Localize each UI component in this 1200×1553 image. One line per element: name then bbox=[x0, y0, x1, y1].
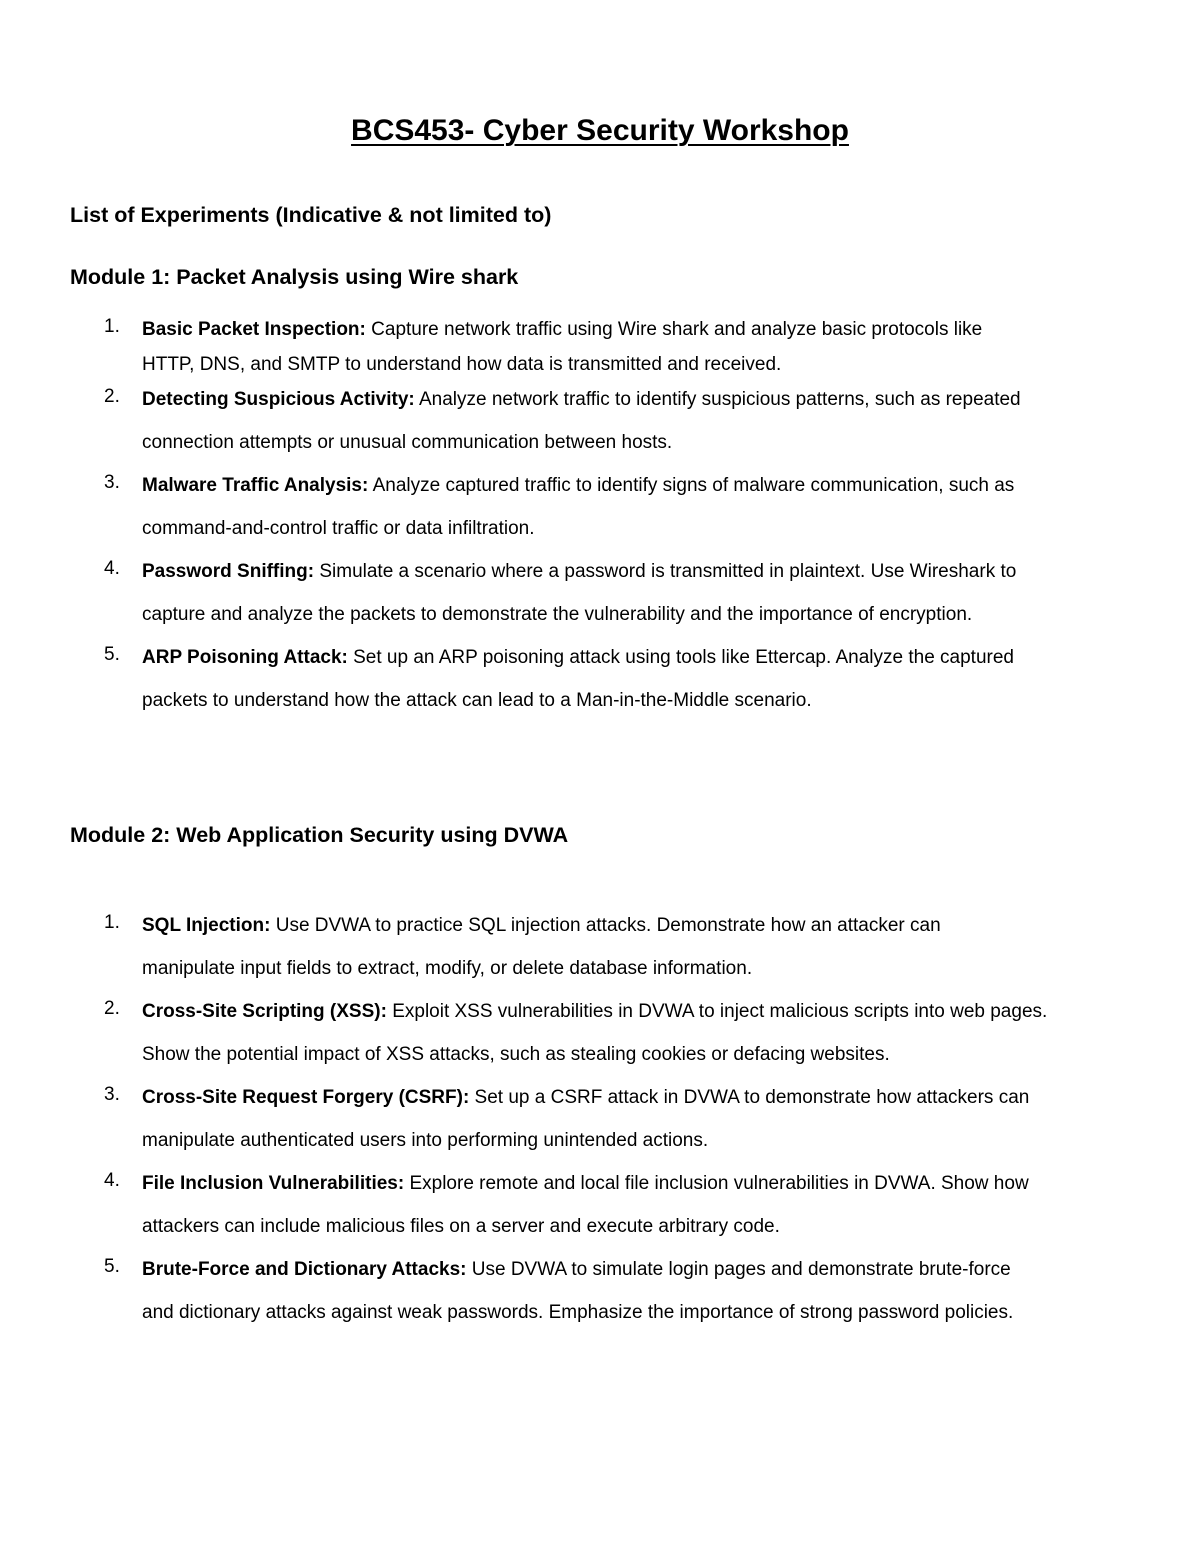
item-first-line bbox=[142, 1084, 1140, 1127]
item-number: 4. bbox=[104, 558, 120, 579]
item-text: Set up a CSRF attack in DVWA to demonstrate how attackers can bbox=[469, 1087, 1030, 1108]
item-label: Malware Traffic Analysis: bbox=[142, 475, 369, 496]
item-second-line: connection attempts or unusual communication between hosts. bbox=[142, 432, 673, 453]
item-text: Explore remote and local file inclusion vulnerabilities in DVWA. Show how bbox=[404, 1173, 1029, 1194]
item-first-line bbox=[142, 998, 1140, 1041]
item-label: Detecting Suspicious Activity: bbox=[142, 389, 415, 410]
item-text: Use DVWA to practice SQL injection attacks. Demonstrate how an attacker can bbox=[270, 915, 941, 936]
item-text: Analyze network traffic to identify suspicious patterns, such as repeated bbox=[414, 389, 1021, 410]
item-second-line: HTTP, DNS, and SMTP to understand how data is transmitted and received. bbox=[142, 354, 782, 375]
item-first-line bbox=[142, 386, 1140, 429]
item-first-line bbox=[142, 558, 1140, 601]
list-item bbox=[0, 644, 1200, 730]
item-text: Exploit XSS vulnerabilities in DVWA to inject malicious scripts into web pages. bbox=[386, 1001, 1048, 1022]
item-first-line bbox=[142, 472, 1140, 515]
item-second-line: manipulate input fields to extract, modify, or delete database information. bbox=[142, 958, 753, 979]
item-first-line bbox=[142, 1170, 1140, 1213]
experiments-subtitle: List of Experiments (Indicative & not limited to) bbox=[70, 203, 552, 227]
item-second-line: and dictionary attacks against weak passwords. Emphasize the importance of strong password policies. bbox=[142, 1302, 1014, 1323]
item-second-line: attackers can include malicious files on a server and execute arbitrary code. bbox=[142, 1216, 780, 1237]
document-title: BCS453- Cyber Security Workshop bbox=[351, 114, 849, 147]
module-2-experiment-list bbox=[0, 912, 1200, 1342]
item-number: 3. bbox=[104, 1084, 120, 1105]
item-text: Set up an ARP poisoning attack using tools like Ettercap. Analyze the captured bbox=[347, 647, 1014, 668]
list-item bbox=[0, 1170, 1200, 1256]
item-first-line bbox=[142, 644, 1140, 687]
item-label: SQL Injection: bbox=[142, 915, 271, 936]
item-text: Analyze captured traffic to identify signs of malware communication, such as bbox=[368, 475, 1015, 496]
item-number: 2. bbox=[104, 998, 120, 1019]
list-item bbox=[0, 1256, 1200, 1342]
item-label: Cross-Site Request Forgery (CSRF): bbox=[142, 1087, 470, 1108]
item-second-line: manipulate authenticated users into performing unintended actions. bbox=[142, 1130, 709, 1151]
item-label: Basic Packet Inspection: bbox=[142, 319, 366, 340]
item-number: 3. bbox=[104, 472, 120, 493]
item-number: 1. bbox=[104, 316, 120, 337]
list-item bbox=[0, 316, 1200, 386]
list-item bbox=[0, 1084, 1200, 1170]
item-number: 5. bbox=[104, 1256, 120, 1277]
list-item bbox=[0, 472, 1200, 558]
item-second-line: capture and analyze the packets to demonstrate the vulnerability and the importance of encryption. bbox=[142, 604, 973, 625]
item-first-line bbox=[142, 1256, 1140, 1299]
item-label: File Inclusion Vulnerabilities: bbox=[142, 1173, 405, 1194]
item-label: Cross-Site Scripting (XSS): bbox=[142, 1001, 387, 1022]
item-number: 5. bbox=[104, 644, 120, 665]
item-second-line: Show the potential impact of XSS attacks, such as stealing cookies or defacing websites. bbox=[142, 1044, 890, 1065]
list-item bbox=[0, 912, 1200, 998]
item-text: Use DVWA to simulate login pages and demonstrate brute-force bbox=[466, 1259, 1011, 1280]
item-first-line bbox=[142, 912, 1140, 955]
item-number: 2. bbox=[104, 386, 120, 407]
item-second-line: command-and-control traffic or data infiltration. bbox=[142, 518, 535, 539]
module-1-heading: Module 1: Packet Analysis using Wire shark bbox=[70, 265, 519, 289]
item-first-line bbox=[142, 316, 1140, 351]
list-item bbox=[0, 998, 1200, 1084]
list-item bbox=[0, 558, 1200, 644]
module-2-heading: Module 2: Web Application Security using DVWA bbox=[70, 823, 569, 847]
item-number: 1. bbox=[104, 912, 120, 933]
item-text: Simulate a scenario where a password is transmitted in plaintext. Use Wireshark to bbox=[314, 561, 1017, 582]
item-label: ARP Poisoning Attack: bbox=[142, 647, 348, 668]
list-item bbox=[0, 386, 1200, 472]
item-text: Capture network traffic using Wire shark and analyze basic protocols like bbox=[365, 319, 983, 340]
item-label: Brute-Force and Dictionary Attacks: bbox=[142, 1259, 467, 1280]
module-1-experiment-list bbox=[0, 316, 1200, 730]
item-number: 4. bbox=[104, 1170, 120, 1191]
item-label: Password Sniffing: bbox=[142, 561, 315, 582]
item-second-line: packets to understand how the attack can lead to a Man-in-the-Middle scenario. bbox=[142, 690, 812, 711]
